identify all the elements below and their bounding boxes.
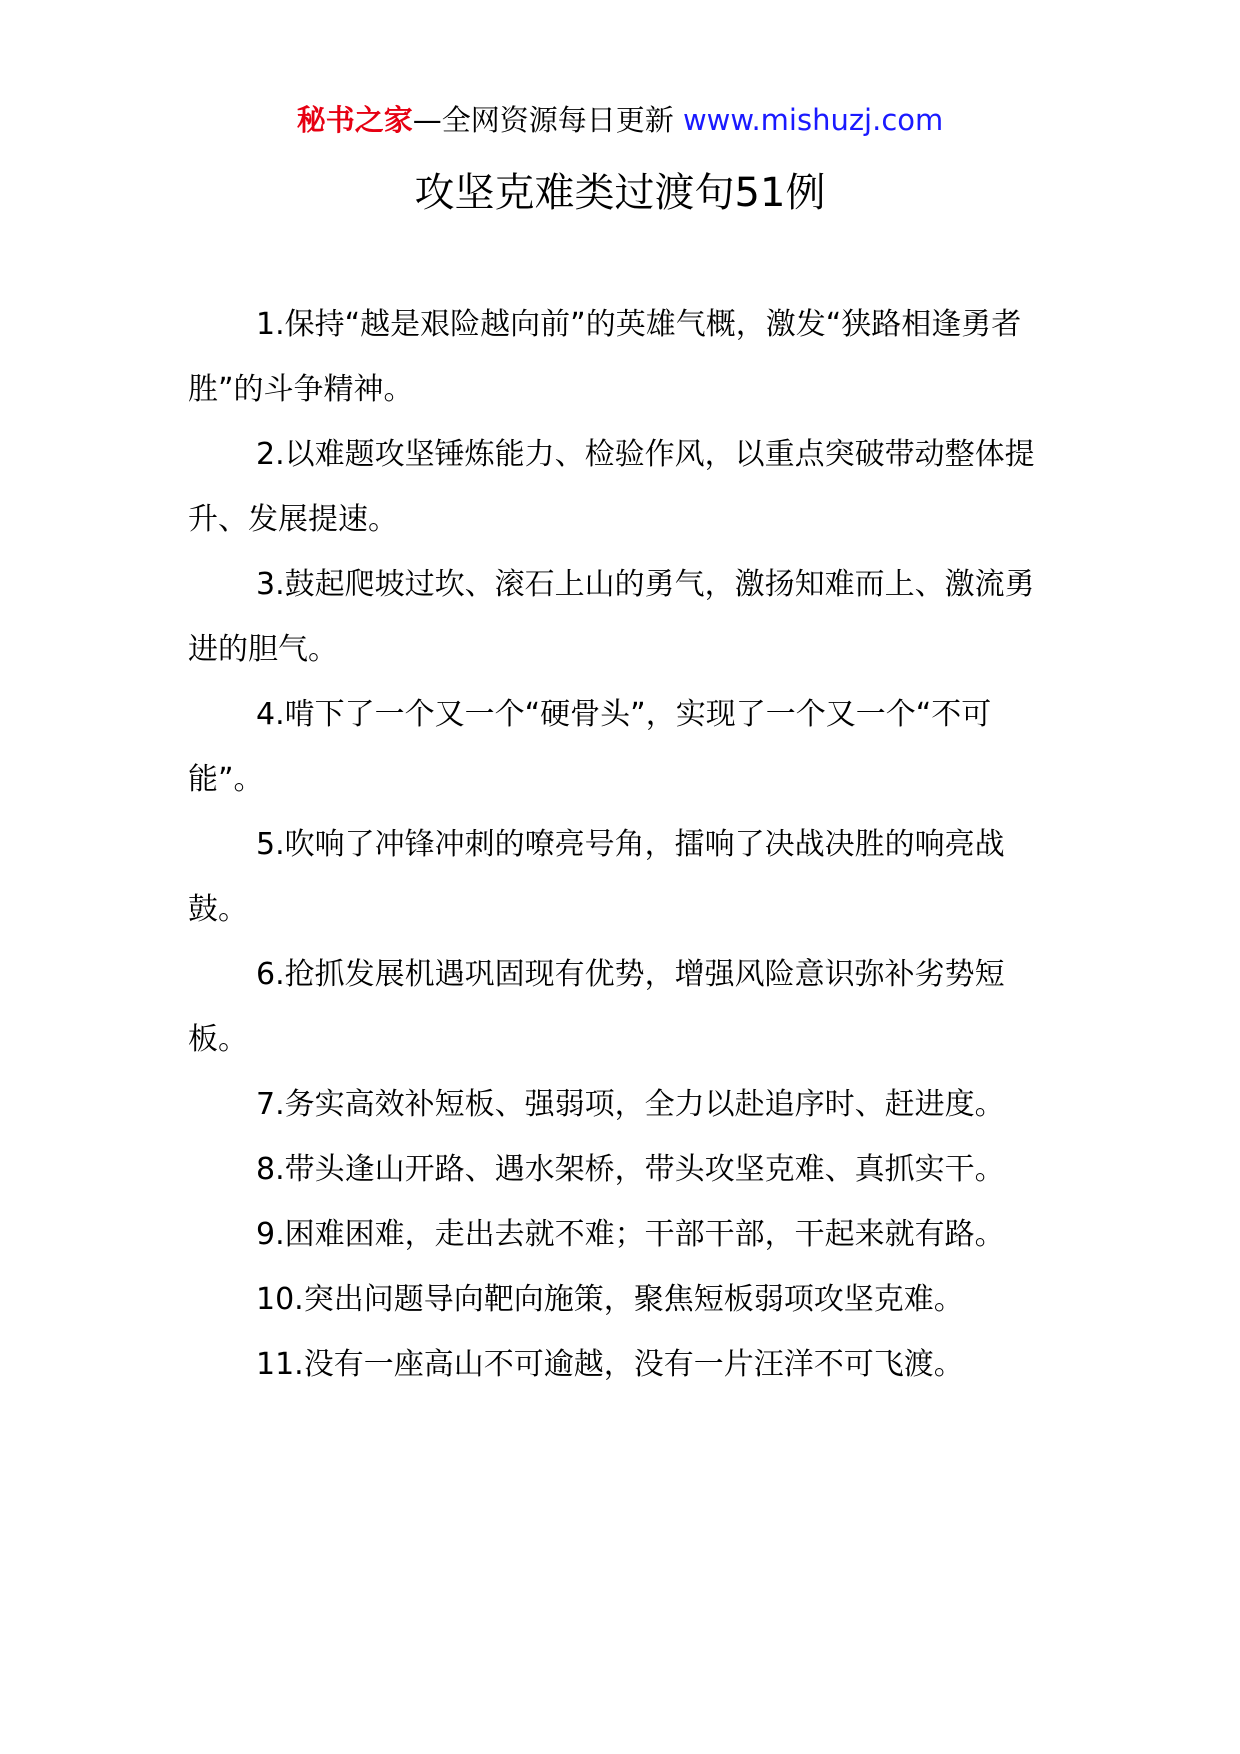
list-item: 1.保持“越是艰险越向前”的英雄气概，激发“狭路相逢勇者胜”的斗争精神。 [188, 307, 1022, 407]
site-brand-name: 秘书之家 [296, 103, 413, 137]
document-body [188, 292, 1058, 1397]
list-item: 2.以难题攻坚锤炼能力、检验作风，以重点突破带动整体提升、发展提速。 [188, 437, 1035, 537]
list-item: 11.没有一座高山不可逾越，没有一片汪洋不可飞渡。 [256, 1347, 964, 1382]
list-item: 8.带头逢山开路、遇水架桥，带头攻坚克难、真抓实干。 [256, 1152, 1005, 1187]
list-item: 4.啃下了一个又一个“硬骨头”，实现了一个又一个“不可能”。 [188, 697, 992, 797]
list-item: 6.抢抓发展机遇巩固现有优势，增强风险意识弥补劣势短板。 [188, 957, 1005, 1057]
list-item: 7.务实高效补短板、强弱项，全力以赴追序时、赶进度。 [256, 1087, 1005, 1122]
list-item: 9.困难困难，走出去就不难；干部干部，干起来就有路。 [256, 1217, 1005, 1252]
document-title: 攻坚克难类过渡句51例 [414, 170, 826, 216]
list-item: 3.鼓起爬坡过坎、滚石上山的勇气，激扬知难而上、激流勇进的胆气。 [188, 567, 1035, 667]
site-url-link[interactable]: www.mishuzj.com [682, 103, 944, 137]
list-item: 5.吹响了冲锋冲刺的嘹亮号角，擂响了决战决胜的响亮战鼓。 [188, 827, 1005, 927]
site-header [0, 100, 1240, 140]
site-tagline: —全网资源每日更新 [412, 103, 683, 137]
list-item: 10.突出问题导向靶向施策，聚焦短板弱项攻坚克难。 [256, 1282, 964, 1317]
